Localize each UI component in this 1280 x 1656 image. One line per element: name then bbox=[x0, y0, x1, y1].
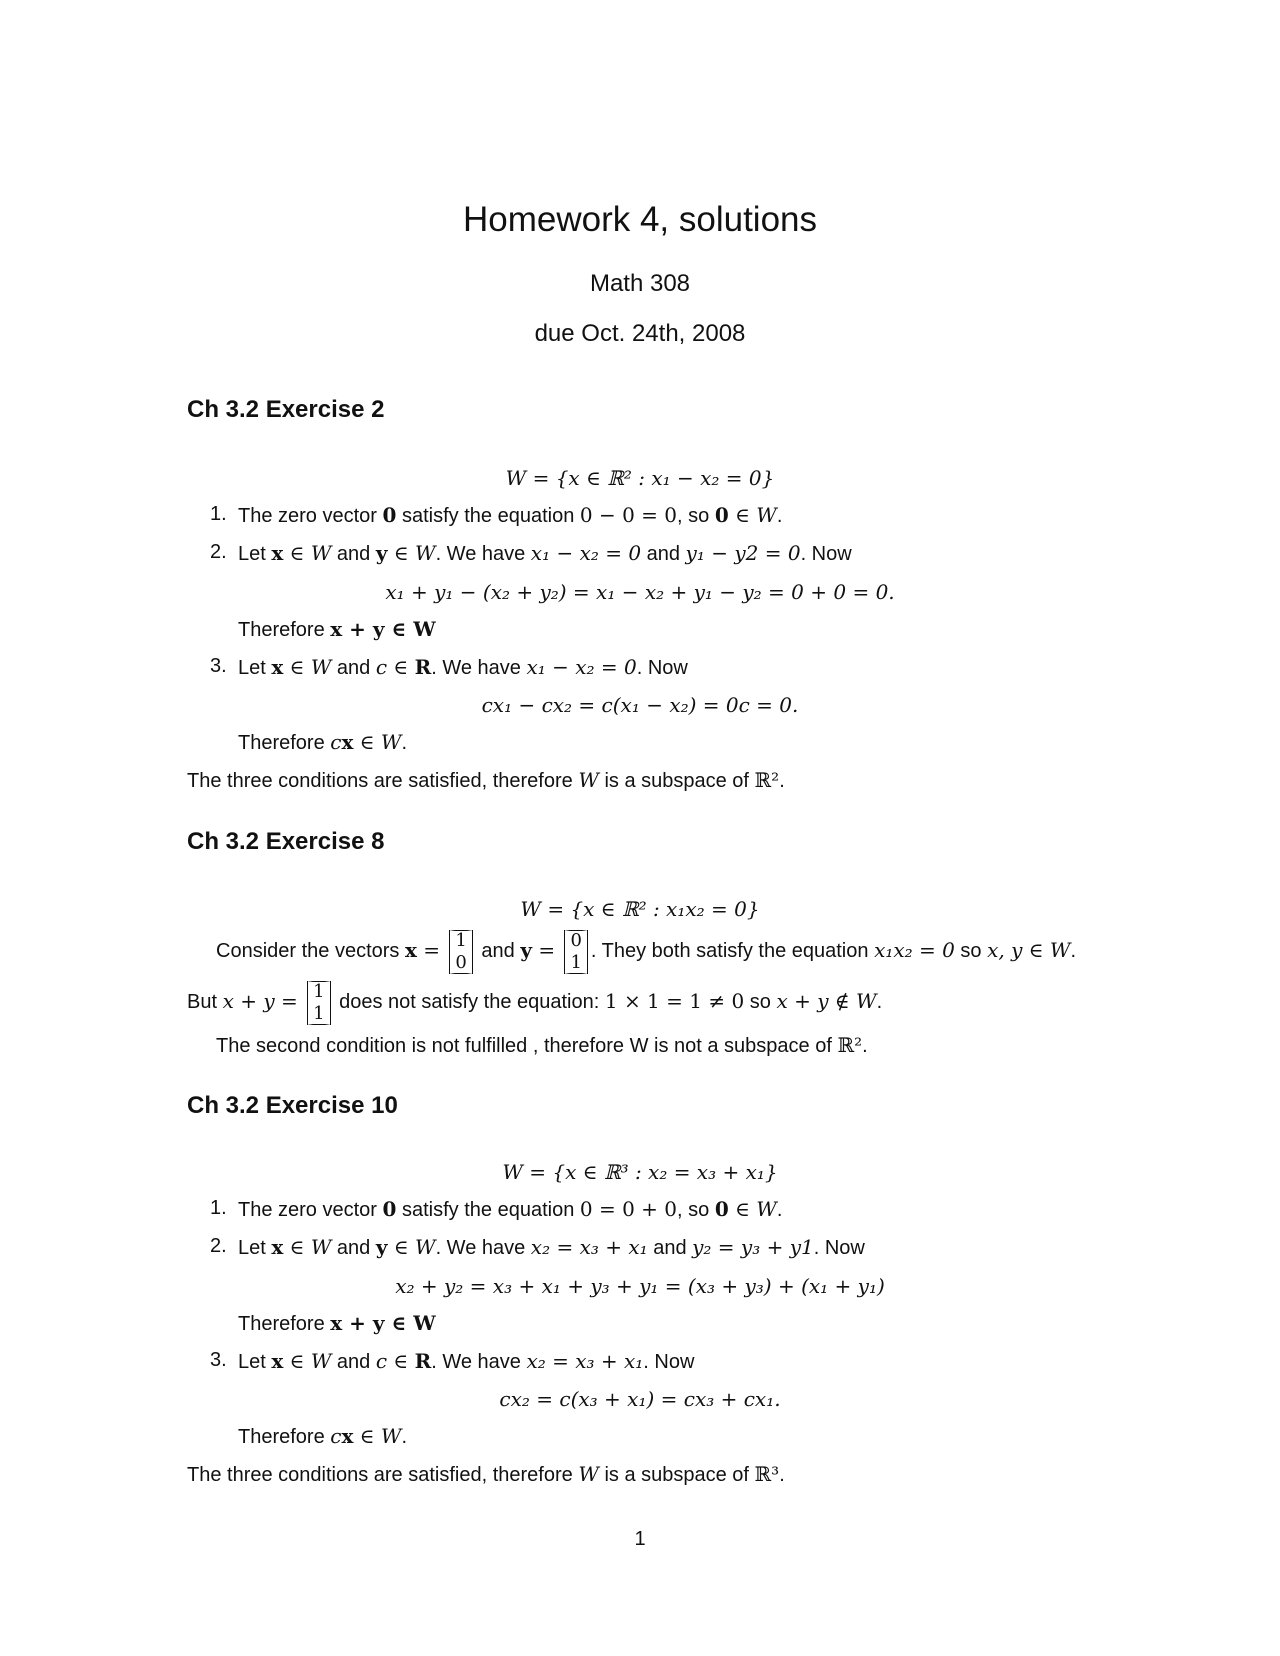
membership: ∈ W bbox=[283, 1349, 332, 1373]
exercise-2-item-3-number: 3. bbox=[210, 655, 227, 677]
vector-x: x bbox=[271, 541, 284, 565]
membership: ∈ W bbox=[728, 1197, 777, 1221]
text: , so bbox=[677, 505, 715, 527]
text: does not satisfy the equation: bbox=[333, 991, 605, 1013]
scalar: c bbox=[330, 730, 342, 754]
membership: ∈ W bbox=[353, 1424, 402, 1448]
text: . Now bbox=[800, 543, 852, 565]
exercise-8-conclusion bbox=[216, 1033, 868, 1058]
vector-y-matrix bbox=[564, 930, 587, 974]
text: . Now bbox=[813, 1237, 865, 1259]
course-name: Math 308 bbox=[589, 270, 691, 297]
text: so bbox=[954, 940, 988, 962]
vector-sum-matrix bbox=[307, 981, 330, 1025]
vector-x: x bbox=[341, 730, 354, 754]
exercise-8-heading: Ch 3.2 Exercise 8 bbox=[187, 828, 385, 855]
exercise-8-line-1 bbox=[216, 925, 1076, 975]
exercise-10-item-3 bbox=[238, 1349, 694, 1374]
set-w: W bbox=[578, 768, 599, 792]
text: and bbox=[641, 543, 686, 565]
exercise-2-item-2-number: 2. bbox=[210, 541, 227, 563]
text: is a subspace of bbox=[598, 1464, 755, 1486]
reals-symbol: R bbox=[414, 655, 432, 679]
text: Let bbox=[238, 1237, 272, 1259]
punctuation: . bbox=[779, 1464, 785, 1486]
text: and bbox=[331, 543, 376, 565]
exercise-10-item-3-display-equation: cx₂ = c(x₃ + x₁) = cx₃ + cx₁. bbox=[499, 1387, 781, 1411]
zero-vector: 0 bbox=[382, 503, 397, 527]
membership: ∈ W bbox=[283, 541, 332, 565]
space-symbol: ℝ³ bbox=[754, 1462, 780, 1486]
text: Therefore bbox=[238, 619, 331, 641]
exercise-2-item-3-display-equation: cx₁ − cx₂ = c(x₁ − x₂) = 0c = 0. bbox=[481, 693, 799, 717]
equation: x₁ − x₂ = 0 bbox=[530, 541, 642, 565]
membership: x, y ∈ W bbox=[987, 938, 1071, 962]
zero-vector: 0 bbox=[382, 1197, 397, 1221]
equals: = bbox=[531, 938, 562, 962]
punctuation: . bbox=[862, 1035, 868, 1057]
space-symbol: ℝ² bbox=[837, 1033, 863, 1057]
text: Let bbox=[238, 657, 272, 679]
text: . We have bbox=[435, 543, 531, 565]
zero-vector: 0 bbox=[714, 1197, 729, 1221]
text: and bbox=[331, 657, 376, 679]
exercise-10-item-1 bbox=[238, 1197, 782, 1222]
matrix-entry: 1 bbox=[313, 980, 325, 1002]
exercise-10-set-definition: W = {x ∈ ℝ³ : x₂ = x₃ + x₁} bbox=[502, 1160, 778, 1184]
text: is a subspace of bbox=[598, 770, 755, 792]
equation: x₁x₂ = 0 bbox=[874, 938, 955, 962]
punctuation: . bbox=[776, 1199, 783, 1221]
text: Therefore bbox=[238, 1313, 331, 1335]
punctuation: . bbox=[401, 732, 408, 754]
text: The three conditions are satisfied, therefore bbox=[187, 1464, 579, 1486]
equation: x₂ = x₃ + x₁ bbox=[526, 1349, 644, 1373]
exercise-2-summary bbox=[187, 768, 785, 793]
exercise-8-set-definition: W = {x ∈ ℝ² : x₁x₂ = 0} bbox=[520, 897, 760, 921]
vector-y: y bbox=[520, 938, 532, 962]
space-symbol: ℝ² bbox=[754, 768, 780, 792]
equation: x₁ − x₂ = 0 bbox=[526, 655, 637, 679]
text: Therefore bbox=[238, 1426, 331, 1448]
reals-symbol: R bbox=[414, 1349, 432, 1373]
exercise-2-item-3-conclusion bbox=[238, 730, 407, 755]
conclusion-math: x + y ∈ W bbox=[330, 617, 436, 641]
text: and bbox=[475, 940, 521, 962]
conclusion-math: x + y ∈ W bbox=[330, 1311, 436, 1335]
scalar: c bbox=[330, 1424, 342, 1448]
matrix-entry: 0 bbox=[455, 951, 467, 973]
punctuation: . bbox=[401, 1426, 408, 1448]
text: . Now bbox=[636, 657, 688, 679]
document-title: Homework 4, solutions bbox=[462, 200, 818, 239]
text: satisfy the equation bbox=[396, 1199, 580, 1221]
equation: x + y = bbox=[222, 989, 305, 1013]
exercise-10-heading: Ch 3.2 Exercise 10 bbox=[187, 1092, 398, 1119]
text: . They both satisfy the equation bbox=[590, 940, 875, 962]
text: and bbox=[331, 1351, 376, 1373]
exercise-10-item-3-number: 3. bbox=[210, 1349, 227, 1371]
text: But bbox=[187, 991, 223, 1013]
vector-x: x bbox=[271, 1349, 284, 1373]
equals: = bbox=[416, 938, 447, 962]
text: The zero vector bbox=[238, 1199, 383, 1221]
membership: ∈ W bbox=[353, 730, 402, 754]
non-membership: x + y ∉ W bbox=[776, 989, 877, 1013]
text: The second condition is not fulfilled , therefore W is not a subspace of bbox=[216, 1035, 838, 1057]
exercise-10-item-2-number: 2. bbox=[210, 1235, 227, 1257]
exercise-2-item-1-number: 1. bbox=[210, 503, 227, 525]
exercise-2-item-2-display-equation: x₁ + y₁ − (x₂ + y₂) = x₁ − x₂ + y₁ − y₂ = 0 + 0 = 0. bbox=[385, 580, 895, 604]
text: Consider the vectors bbox=[216, 940, 405, 962]
exercise-2-item-2 bbox=[238, 541, 852, 566]
vector-y: y bbox=[375, 541, 388, 565]
text: The three conditions are satisfied, therefore bbox=[187, 770, 579, 792]
text: Let bbox=[238, 1351, 272, 1373]
text: Let bbox=[238, 543, 272, 565]
exercise-2-item-2-conclusion bbox=[238, 617, 436, 642]
membership: ∈ W bbox=[283, 655, 332, 679]
exercise-2-heading: Ch 3.2 Exercise 2 bbox=[187, 396, 385, 423]
punctuation: . bbox=[779, 770, 785, 792]
text: . We have bbox=[431, 657, 527, 679]
equation: x₂ = x₃ + x₁ bbox=[530, 1235, 648, 1259]
exercise-10-item-1-number: 1. bbox=[210, 1197, 227, 1219]
scalar: c ∈ bbox=[375, 655, 415, 679]
text: . We have bbox=[431, 1351, 527, 1373]
exercise-10-item-2-display-equation: x₂ + y₂ = x₃ + x₁ + y₃ + y₁ = (x₃ + y₃) + (x₁ + y₁) bbox=[395, 1274, 885, 1298]
exercise-2-item-1 bbox=[238, 503, 782, 528]
vector-x: x bbox=[341, 1424, 354, 1448]
vector-x-matrix bbox=[449, 930, 472, 974]
exercise-8-line-2 bbox=[187, 976, 882, 1026]
membership: ∈ W bbox=[387, 1235, 436, 1259]
punctuation: . bbox=[1070, 940, 1077, 962]
matrix-entry: 0 bbox=[570, 929, 582, 951]
matrix-entry: 1 bbox=[313, 1002, 325, 1024]
vector-x: x bbox=[404, 938, 417, 962]
due-date: due Oct. 24th, 2008 bbox=[534, 320, 746, 347]
punctuation: . bbox=[876, 991, 883, 1013]
equation: 0 = 0 + 0 bbox=[579, 1197, 678, 1221]
punctuation: . bbox=[776, 505, 783, 527]
set-w: W bbox=[578, 1462, 599, 1486]
text: The zero vector bbox=[238, 505, 383, 527]
page-number: 1 bbox=[634, 1528, 646, 1550]
membership: ∈ W bbox=[387, 541, 436, 565]
text: . Now bbox=[643, 1351, 695, 1373]
exercise-2-item-3 bbox=[238, 655, 688, 680]
text: and bbox=[331, 1237, 376, 1259]
calculation: 1 × 1 = 1 ≠ 0 bbox=[604, 989, 745, 1013]
exercise-10-item-2-conclusion bbox=[238, 1311, 436, 1336]
exercise-10-item-3-conclusion bbox=[238, 1424, 407, 1449]
zero-vector: 0 bbox=[714, 503, 729, 527]
text: Therefore bbox=[238, 732, 331, 754]
exercise-10-summary bbox=[187, 1462, 785, 1487]
matrix-entry: 1 bbox=[455, 929, 467, 951]
vector-x: x bbox=[271, 1235, 284, 1259]
matrix-entry: 1 bbox=[570, 951, 582, 973]
vector-y: y bbox=[375, 1235, 388, 1259]
exercise-10-item-2 bbox=[238, 1235, 865, 1260]
vector-x: x bbox=[271, 655, 284, 679]
membership: ∈ W bbox=[728, 503, 777, 527]
scalar: c ∈ bbox=[375, 1349, 415, 1373]
text: and bbox=[647, 1237, 693, 1259]
exercise-2-set-definition: W = {x ∈ ℝ² : x₁ − x₂ = 0} bbox=[505, 466, 775, 490]
text: satisfy the equation bbox=[396, 505, 580, 527]
equation: y₁ − y2 = 0 bbox=[685, 541, 801, 565]
equation: y₂ = y₃ + y1 bbox=[692, 1235, 814, 1259]
membership: ∈ W bbox=[283, 1235, 332, 1259]
text: , so bbox=[677, 1199, 715, 1221]
equation: 0 − 0 = 0 bbox=[579, 503, 678, 527]
text: . We have bbox=[435, 1237, 531, 1259]
text: so bbox=[744, 991, 777, 1013]
